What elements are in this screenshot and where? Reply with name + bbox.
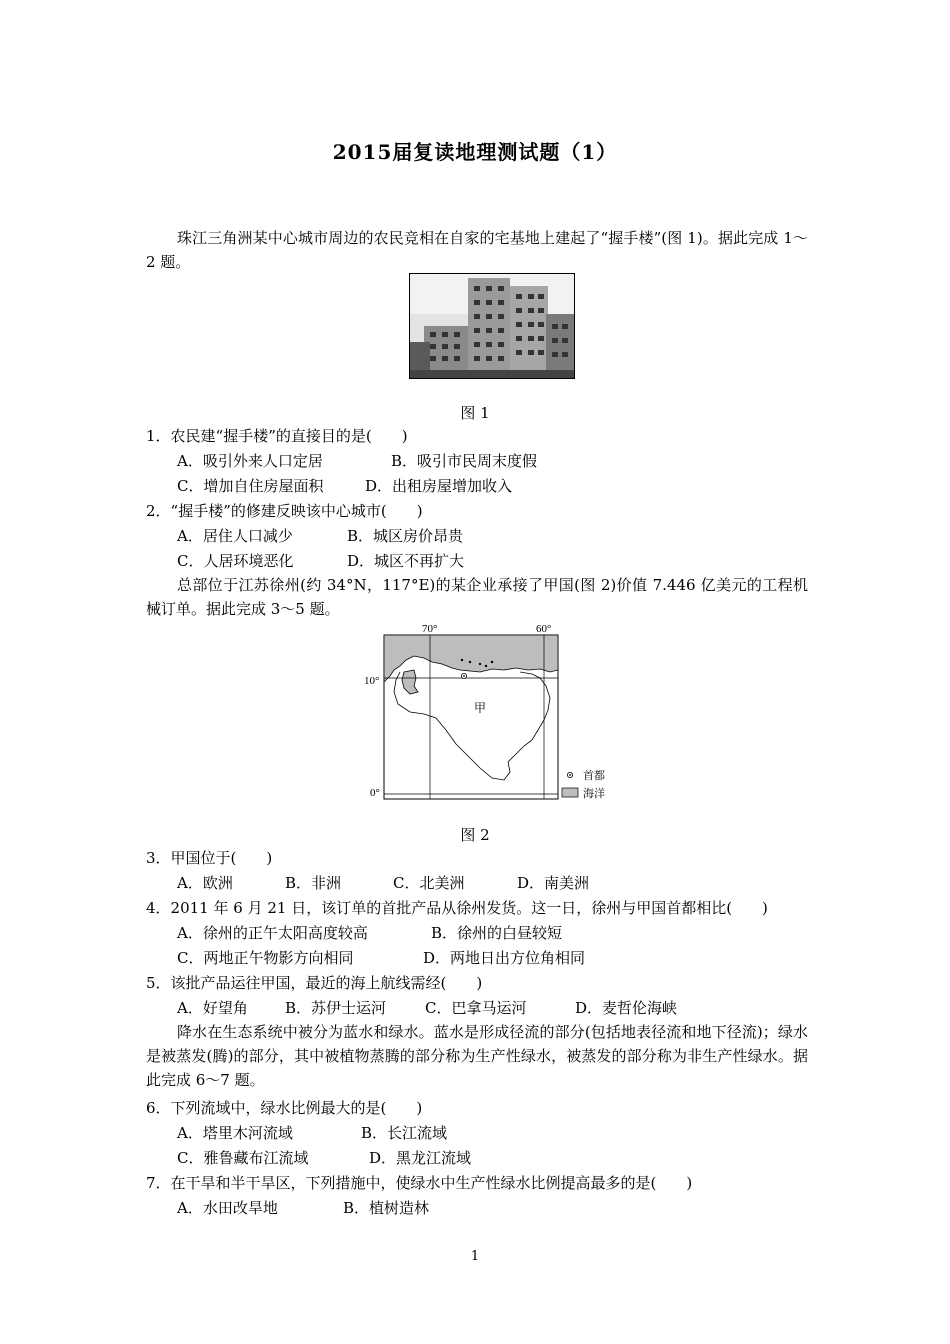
question-1-options-row-2 [177,476,512,496]
question-3-option-d: D．南美洲 [517,874,590,892]
page-number: 1 [470,1249,480,1264]
question-1-option-c: C．增加自住房屋面积 [177,477,324,495]
question-4-options-row-1 [177,923,562,943]
country-label: 甲 [474,701,487,715]
question-1-stem: 1．农民建“握手楼”的直接目的是( ) [146,427,408,445]
question-2-options-row-2 [177,551,464,571]
question-7-option-a: A．水田改旱地 [177,1199,278,1217]
question-6-option-d: D．黑龙江流域 [369,1149,472,1167]
question-4-stem: 4．2011 年 6 月 21 日，该订单的首批产品从徐州发货。这一日，徐州与甲国首都相比( ) [146,899,768,917]
question-3-stem: 3．甲国位于( ) [146,849,273,867]
question-1-options-row-1 [177,451,537,471]
question-3-options [177,873,589,893]
question-4-option-d: D．两地日出方位角相同 [423,949,586,967]
question-6-options-row-1 [177,1123,447,1143]
question-7-options-row-1 [177,1198,429,1218]
question-5-stem: 5．该批产品运往甲国，最近的海上航线需经( ) [146,974,483,992]
question-6-stem: 6．下列流域中，绿水比例最大的是( ) [146,1099,423,1117]
country-map [364,622,620,807]
question-7-option-b: B．植树造林 [343,1199,430,1217]
figure-1-caption: 图 1 [460,404,490,422]
legend-capital-label: 首都 [583,770,605,782]
question-5-options [177,998,677,1018]
buildings-photo [410,274,574,378]
longitude-label-right: 60° [536,623,552,635]
intro-paragraph-1: 珠江三角洲某中心城市周边的农民竞相在自家的宅基地上建起了“握手楼”(图 1)。据此完成 1～2 题。 [146,229,808,271]
question-1-option-d: D．出租房屋增加收入 [365,477,513,495]
figure-2-map [364,622,620,807]
question-4-option-a: A．徐州的正午太阳高度较高 [177,924,368,942]
question-2-option-b: B．城区房价昂贵 [347,527,464,545]
question-6-option-b: B．长江流域 [361,1124,448,1142]
question-3-option-a: A．欧洲 [177,874,233,892]
question-6-option-a: A．塔里木河流域 [177,1124,293,1142]
longitude-label-left: 70° [422,623,438,635]
question-5-option-b: B．苏伊士运河 [285,999,387,1017]
page-title: 2015届复读地理测试题（1） [332,140,618,164]
question-5-option-c: C．巴拿马运河 [425,999,527,1017]
question-4-options-row-2 [177,948,585,968]
question-4-option-b: B．徐州的白昼较短 [431,924,563,942]
question-3-option-b: B．非洲 [285,874,342,892]
question-2-options-row-1 [177,526,463,546]
question-1-option-b: B．吸引市民周末度假 [391,452,538,470]
question-2-option-a: A．居住人口减少 [177,527,293,545]
intro-paragraph-3: 降水在生态系统中被分为蓝水和绿水。蓝水是形成径流的部分(包括地表径流和地下径流)；绿水是被蒸发(腾)的部分，其中被植物蒸腾的部分称为生产性绿水，被蒸发的部分称为非生产性绿水。据此完成 6～7 题。 [146,1023,808,1089]
intro-paragraph-2: 总部位于江苏徐州(约 34°N，117°E)的某企业承接了甲国(图 2)价值 7.446 亿美元的工程机械订单。据此完成 3～5 题。 [146,576,808,618]
question-2-option-d: D．城区不再扩大 [347,552,465,570]
question-1-option-a: A．吸引外来人口定居 [177,452,323,470]
legend-ocean-swatch [562,788,578,797]
question-6-option-c: C．雅鲁藏布江流域 [177,1149,309,1167]
question-5-option-d: D．麦哲伦海峡 [575,999,678,1017]
figure-1-photo [409,273,575,379]
question-2-option-c: C．人居环境恶化 [177,552,294,570]
figure-2-caption: 图 2 [460,826,490,844]
latitude-label-bottom: 0° [370,787,380,799]
question-4-option-c: C．两地正午物影方向相同 [177,949,354,967]
latitude-label-top: 10° [364,675,380,687]
question-3-option-c: C．北美洲 [393,874,465,892]
question-7-stem: 7．在干旱和半干旱区，下列措施中，使绿水中生产性绿水比例提高最多的是( ) [146,1174,693,1192]
question-5-option-a: A．好望角 [177,999,248,1017]
question-2-stem: 2．“握手楼”的修建反映该中心城市( ) [146,502,423,520]
question-6-options-row-2 [177,1148,471,1168]
legend-ocean-label: 海洋 [583,788,605,800]
